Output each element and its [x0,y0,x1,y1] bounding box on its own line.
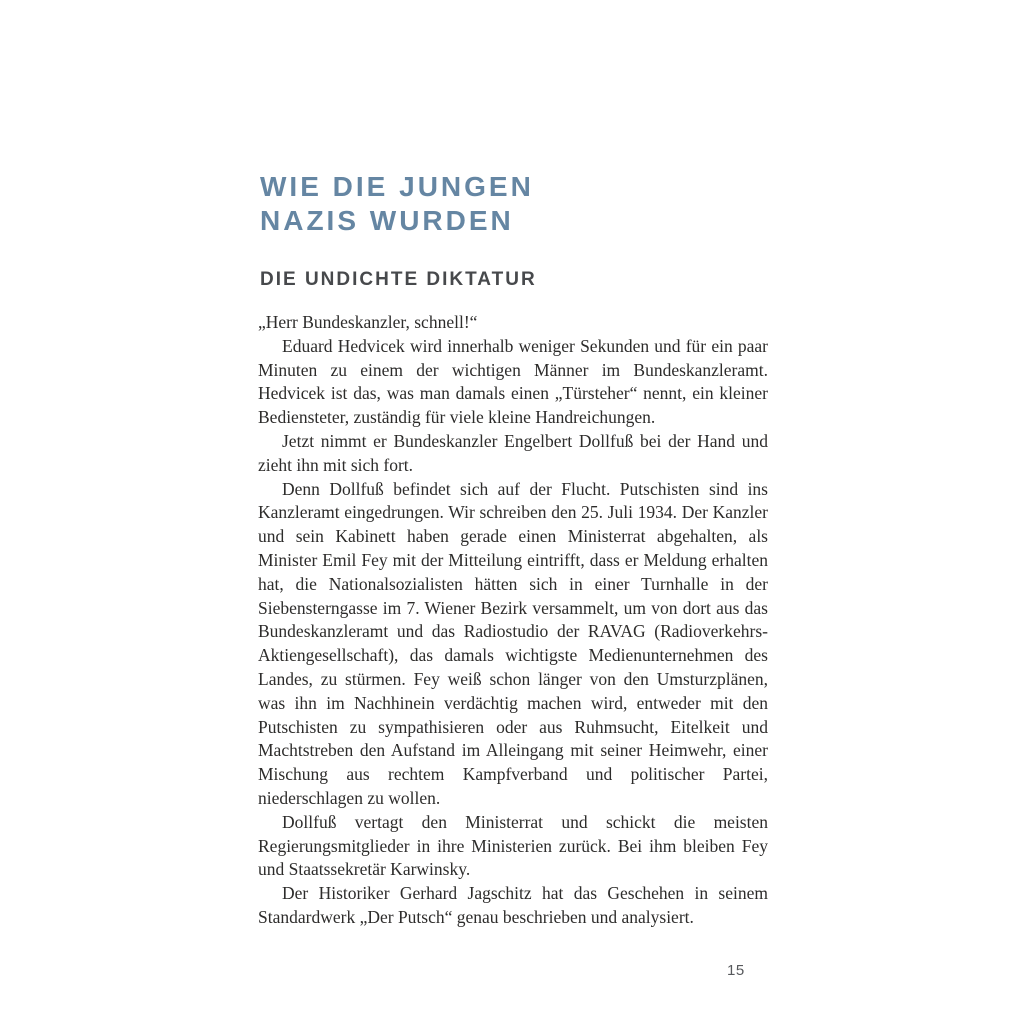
body-text [258,311,768,930]
chapter-title [260,170,820,238]
section-title: DIE UNDICHTE DIKTATUR [260,269,537,290]
chapter-title-line2: NAZIS WURDEN [260,205,514,236]
page-number: 15 [727,962,745,979]
paragraph-dollfuss-hand: Jetzt nimmt er Bundeskanzler Engelbert Dollfuß bei der Hand und zieht ihn mit sich fort. [258,430,768,475]
paragraph-putsch: Denn Dollfuß befindet sich auf der Flucht. Putschisten sind ins Kanzleramt eingedrungen. Wir schreiben den 25. Juli 1934. Der Kanzler und sein Kabinett haben gerade einen Ministerrat abgehalten, als Minister Emil Fey mit der Mitteilung eintrifft, dass er Meldung erhalten hat, die Nationalsozialisten hätten sich in einer Turnhalle in der Siebensterngasse im 7. Wiener Bezirk versammelt, um von dort aus das Bundeskanzleramt und das Radiostudio der RAVAG (Radioverkehrs-Aktiengesellschaft), das damals wichtigste Medienunternehmen des Landes, zu stürmen. Fey weiß schon länger von den Umsturzplänen, was ihn im Nachhinein verdächtig machen wird, entweder mit den Putschisten zu sympathisieren oder aus Ruhmsucht, Eitelkeit und Machtstreben den Aufstand im Alleingang mit seiner Heimwehr, einer Mischung aus rechtem Kampfverband und politischer Partei, niederschlagen zu wollen. [258,478,768,808]
paragraph-jagschitz: Der Historiker Gerhard Jagschitz hat das Geschehen in seinem Standardwerk „Der Putsch“ genau beschrieben und analysiert. [258,883,768,927]
paragraph-quote: „Herr Bundeskanzler, schnell!“ [258,312,478,332]
paragraph-hedvicek: Eduard Hedvicek wird innerhalb weniger Sekunden und für ein paar Minuten zu einem der wichtigen Männer im Bundeskanzleramt. Hedvicek ist das, was man damals einen „Türsteher“ nennt, ein kleiner Bediensteter, zuständig für viele kleine Handreichungen. [258,335,768,428]
chapter-title-line1: WIE DIE JUNGEN [260,171,534,202]
paragraph-ministerrat: Dollfuß vertagt den Ministerrat und schickt die meisten Regierungsmitglieder in ihre Ministerien zurück. Bei ihm bleiben Fey und Staatssekretär Karwinsky. [258,811,768,880]
